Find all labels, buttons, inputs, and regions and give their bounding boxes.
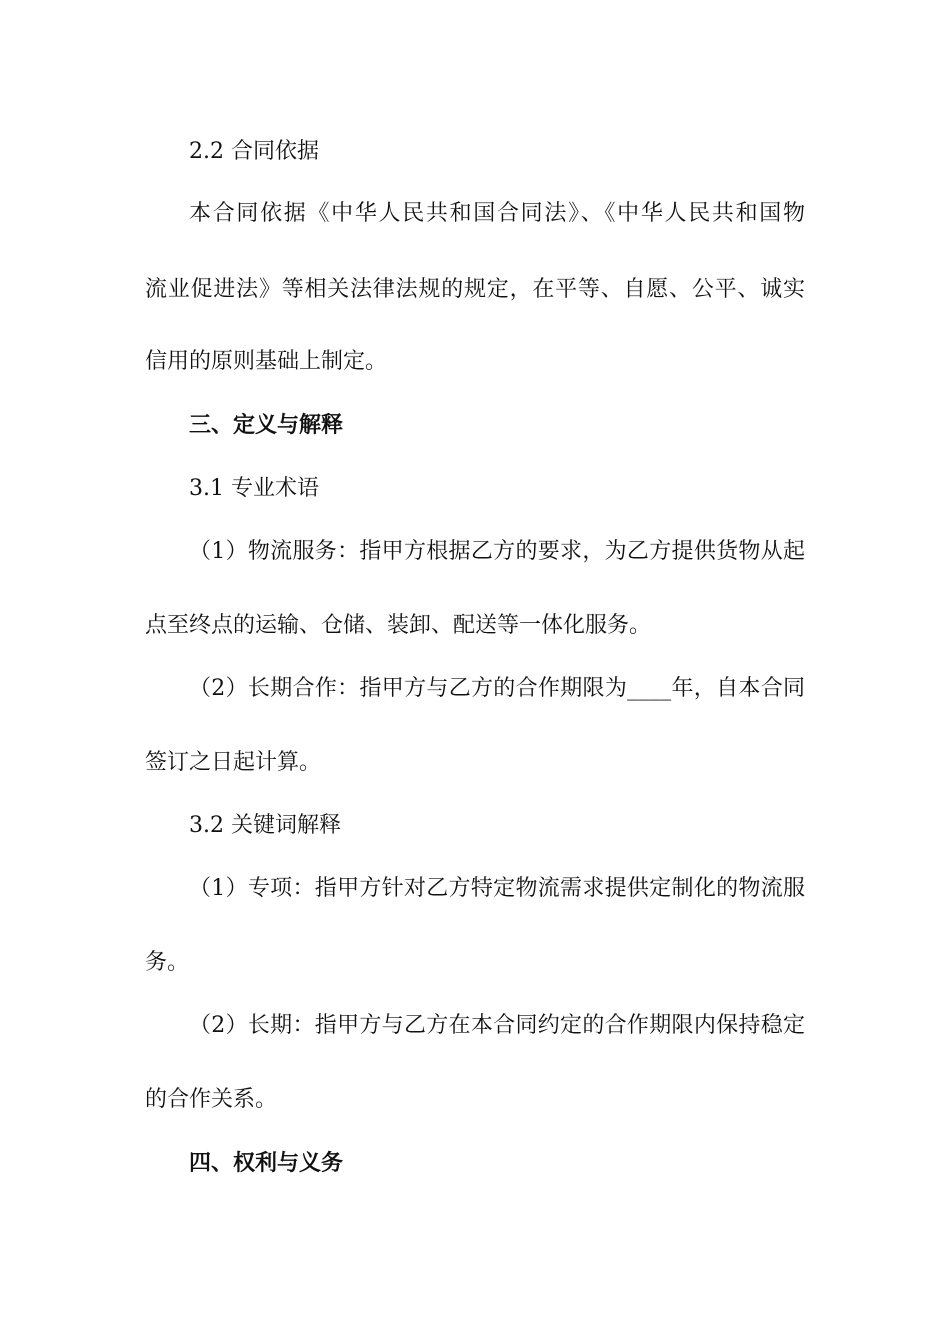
list-item-line: （2）长期：指甲方与乙方在本合同约定的合作期限内保持稳定 (189, 1013, 805, 1038)
section-3-1-heading: 3.1 专业术语 (189, 476, 319, 501)
paragraph-line: 信用的原则基础上制定。 (145, 349, 388, 374)
section-3-2-heading: 3.2 关键词解释 (189, 813, 341, 838)
list-item-line: 务。 (145, 950, 190, 975)
section-2-2-heading: 2.2 合同依据 (189, 139, 319, 164)
section-4-heading: 四、权利与义务 (189, 1150, 344, 1176)
section-3-heading: 三、定义与解释 (189, 412, 344, 438)
paragraph-line: 流业促进法》等相关法律法规的规定，在平等、自愿、公平、诚实 (145, 277, 805, 302)
list-item-line: 的合作关系。 (145, 1087, 278, 1112)
paragraph-line: 本合同依据《中华人民共和国合同法》、《中华人民共和国物 (189, 201, 805, 226)
list-item-line: （2）长期合作：指甲方与乙方的合作期限为____年，自本合同 (189, 676, 805, 701)
list-item-line: （1）专项：指甲方针对乙方特定物流需求提供定制化的物流服 (189, 876, 805, 901)
list-item-line: 签订之日起计算。 (145, 750, 322, 775)
list-item-line: （1）物流服务：指甲方根据乙方的要求，为乙方提供货物从起 (189, 539, 805, 564)
list-item-line: 点至终点的运输、仓储、装卸、配送等一体化服务。 (145, 613, 652, 638)
